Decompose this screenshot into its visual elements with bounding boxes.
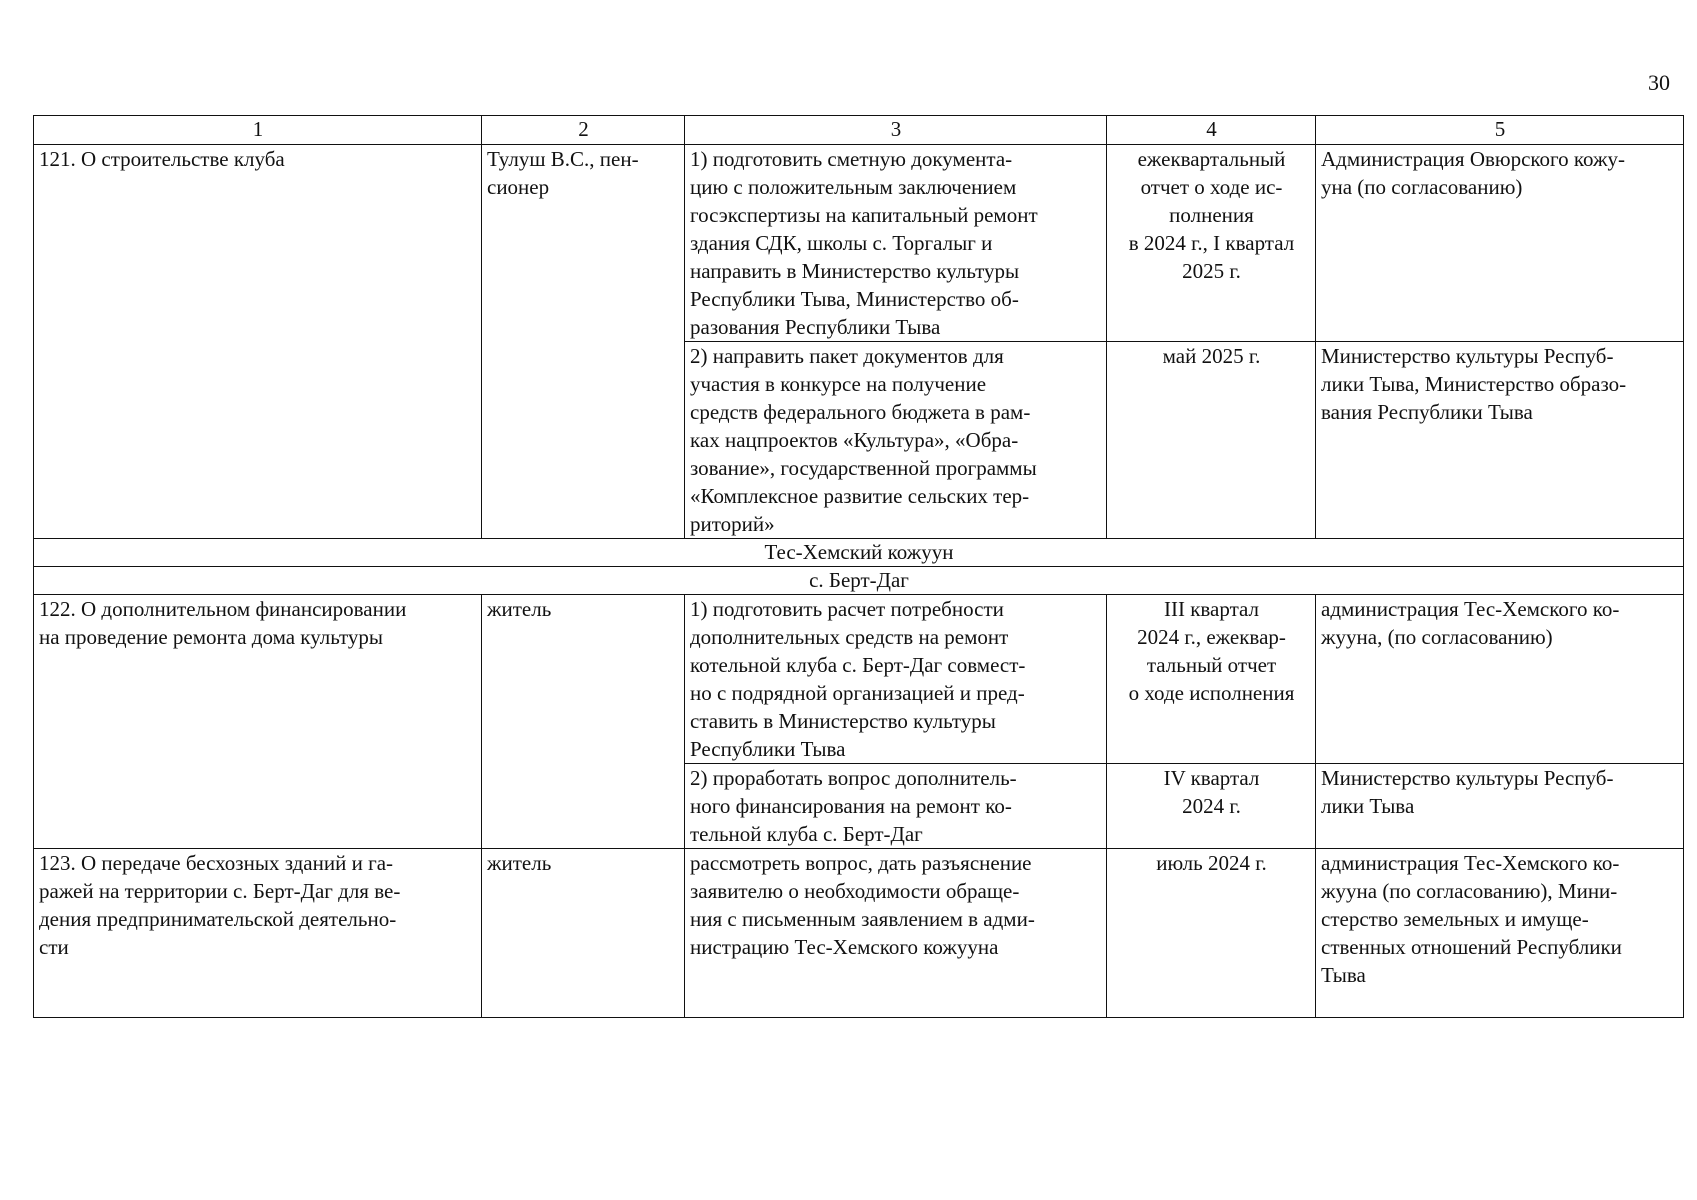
applicant-cell: житель — [482, 595, 685, 849]
responsible-cell: Администрация Овюрского кожу- уна (по согласованию) — [1316, 145, 1684, 342]
column-number-row — [34, 116, 1684, 145]
deadline-cell: май 2025 г. — [1107, 342, 1316, 539]
column-number-4: 4 — [1107, 116, 1316, 145]
subject-cell: 121. О строительстве клуба — [34, 145, 482, 539]
section-subheading: с. Берт-Даг — [34, 567, 1684, 595]
column-number-1: 1 — [34, 116, 482, 145]
deadline-cell: III квартал 2024 г., ежеквар- тальный отчет о ходе исполнения — [1107, 595, 1316, 764]
responsible-cell: администрация Тес-Хемского ко- жууна, (по согласованию) — [1316, 595, 1684, 764]
deadline-cell: IV квартал 2024 г. — [1107, 764, 1316, 849]
deadline-cell: ежеквартальный отчет о ходе ис- полнения в 2024 г., I квартал 2025 г. — [1107, 145, 1316, 342]
responsible-cell: администрация Тес-Хемского ко- жууна (по согласованию), Мини- стерство земельных и имуще- ственных отношений Республики Тыва — [1316, 849, 1684, 1018]
table-row-122 — [34, 595, 1684, 764]
action-cell: 2) проработать вопрос дополнитель- ного финансирования на ремонт ко- тельной клуба с. Берт-Даг — [685, 764, 1107, 849]
table-row-121 — [34, 145, 1684, 342]
column-number-3: 3 — [685, 116, 1107, 145]
applicant-cell: Тулуш В.С., пен- сионер — [482, 145, 685, 539]
deadline-cell: июль 2024 г. — [1107, 849, 1316, 1018]
section-row-village — [34, 567, 1684, 595]
subject-cell: 123. О передаче бесхозных зданий и га- ражей на территории с. Берт-Даг для ве- дения предпринимательской деятельно- сти — [34, 849, 482, 1018]
action-cell: 1) подготовить сметную документа- цию с положительным заключением госэкспертизы на капитальный ремонт здания СДК, школы с. Торгалыг и направить в Министерство культуры Республики Тыва, Министерство об- разования Республики Тыва — [685, 145, 1107, 342]
section-heading: Тес-Хемский кожуун — [34, 539, 1684, 567]
subject-cell: 122. О дополнительном финансировании на проведение ремонта дома культуры — [34, 595, 482, 849]
section-row-kozhuun — [34, 539, 1684, 567]
page-number: 30 — [1648, 70, 1670, 95]
table-row-123 — [34, 849, 1684, 1018]
applicant-cell: житель — [482, 849, 685, 1018]
action-cell: рассмотреть вопрос, дать разъяснение заявителю о необходимости обраще- ния с письменным заявлением в адми- нистрацию Тес-Хемского кожууна — [685, 849, 1107, 1018]
column-number-2: 2 — [482, 116, 685, 145]
document-table — [33, 115, 1684, 1018]
responsible-cell: Министерство культуры Респуб- лики Тыва, Министерство образо- вания Республики Тыва — [1316, 342, 1684, 539]
action-cell: 1) подготовить расчет потребности дополнительных средств на ремонт котельной клуба с. Берт-Даг совмест- но с подрядной организацией и пред- ставить в Министерство культуры Республики Тыва — [685, 595, 1107, 764]
responsible-cell: Министерство культуры Респуб- лики Тыва — [1316, 764, 1684, 849]
column-number-5: 5 — [1316, 116, 1684, 145]
action-cell: 2) направить пакет документов для участия в конкурсе на получение средств федерального бюджета в рам- ках нацпроектов «Культура», «Обра- зование», государственной программы «Комплексное развитие сельских тер- риторий» — [685, 342, 1107, 539]
